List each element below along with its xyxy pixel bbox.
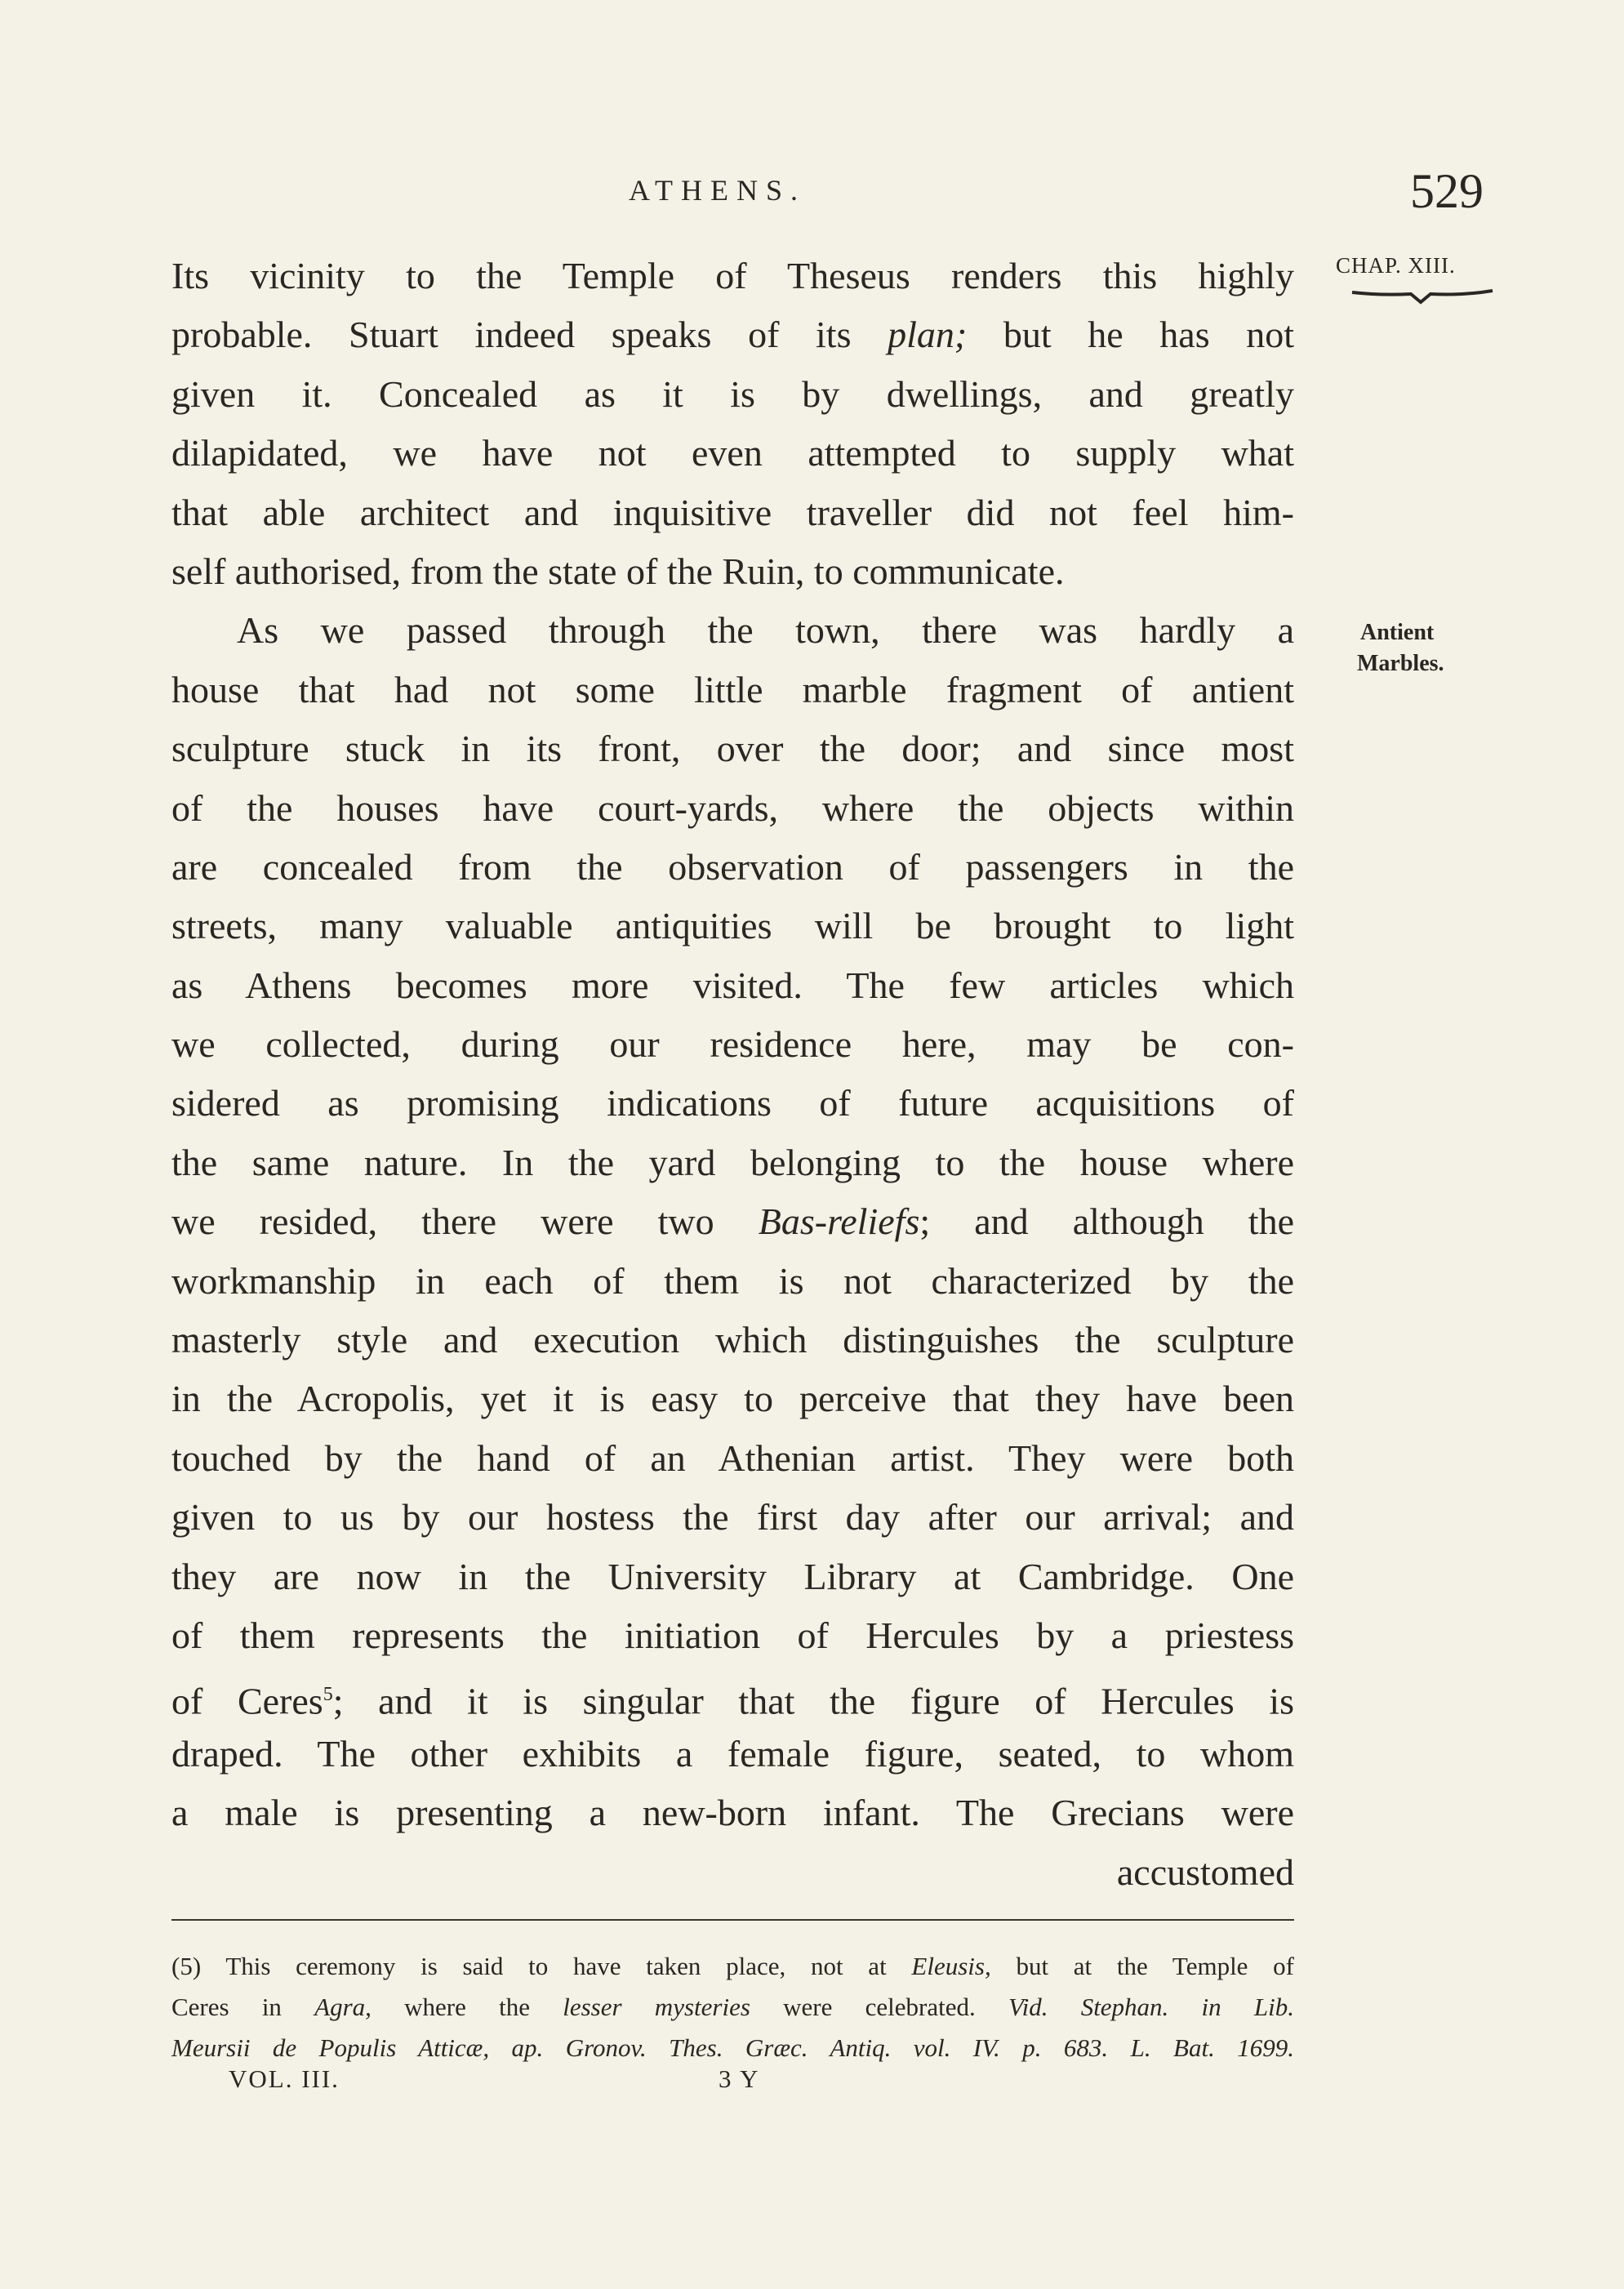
text-line: sidered as promising indications of future acquisitions of (171, 1082, 1294, 1124)
text-line: house that had not some little marble fragment of antient (171, 668, 1294, 710)
text-line: we collected, during our residence here, may be con- (171, 1023, 1294, 1066)
text-line: streets, many valuable antiquities will be brought to light (171, 905, 1294, 947)
running-title: ATHENS. (629, 174, 807, 207)
text-line: in the Acropolis, yet it is easy to perceive that they have been (171, 1378, 1294, 1420)
text-line: of the houses have court-yards, where the objects within (171, 786, 1294, 829)
text-line: probable. Stuart indeed speaks of its plan; but he has not (171, 314, 1294, 356)
footnote-rule (171, 1919, 1294, 1921)
volume-signature: VOL. III. (229, 2064, 340, 2093)
side-note-line: Marbles. (1357, 651, 1444, 676)
text-line: we resided, there were two Bas-reliefs; and although the (171, 1200, 1294, 1243)
text-line: draped. The other exhibits a female figure, seated, to whom (171, 1732, 1294, 1775)
text-line: workmanship in each of them is not characterized by the (171, 1259, 1294, 1302)
page-number: 529 (1410, 164, 1484, 218)
side-note (1357, 617, 1444, 679)
text-line: self authorised, from the state of the Ruin, to communicate. (171, 550, 1065, 592)
footnote-ref: 5 (323, 1684, 333, 1706)
catchword: accustomed (1116, 1850, 1294, 1893)
text-line: given to us by our hostess the first day after our arrival; and (171, 1496, 1294, 1539)
text-line: masterly style and execution which distinguishes the sculpture (171, 1319, 1294, 1361)
text-line: of Ceres$^5$; and it is singular that the figure of Hercules is (171, 1680, 1294, 1722)
signature-mark: 3 Y (719, 2064, 760, 2093)
text-line: the same nature. In the yard belonging to the house where (171, 1141, 1294, 1183)
text-line: that able architect and inquisitive traveller did not feel him- (171, 491, 1294, 533)
body-text (171, 247, 1294, 1902)
text-line: given it. Concealed as it is by dwellings, and greatly (171, 372, 1294, 415)
text-line: as Athens becomes more visited. The few articles which (171, 964, 1294, 1006)
footnote-line: (5) This ceremony is said to have taken place, not at Eleusis, but at the Temple of (171, 1952, 1294, 1980)
text-line: sculpture stuck in its front, over the door; and since most (171, 728, 1294, 770)
text-line: As we passed through the town, there was hardly a (237, 609, 1294, 652)
chapter-label: CHAP. XIII. (1336, 253, 1456, 278)
text-line: touched by the hand of an Athenian artist. They were both (171, 1436, 1294, 1479)
emphasis: Bas-reliefs (758, 1200, 920, 1243)
emphasis: plan; (888, 314, 968, 356)
text-line: of them represents the initiation of Hercules by a priestess (171, 1614, 1294, 1656)
footnote-line: Meursii de Populis Atticæ, ap. Gronov. Thes. Græc. Antiq. vol. IV. p. 683. L. Bat. 1699. (171, 2033, 1294, 2062)
text-line: dilapidated, we have not even attempted to supply what (171, 432, 1294, 474)
side-note-line: Antient (1360, 620, 1435, 645)
text-line: Its vicinity to the Temple of Theseus renders this highly (171, 255, 1294, 296)
footnote (171, 1946, 1294, 2069)
text-line: they are now in the University Library at Cambridge. One (171, 1555, 1294, 1597)
text-line: are concealed from the observation of passengers in the (171, 845, 1294, 888)
text-line: a male is presenting a new-born infant. The Grecians were (171, 1792, 1294, 1834)
footnote-line: Ceres in Agra, where the lesser mysteries were celebrated. Vid. Stephan. in Lib. (171, 1993, 1295, 2021)
chapter-brace-icon (1349, 283, 1496, 315)
